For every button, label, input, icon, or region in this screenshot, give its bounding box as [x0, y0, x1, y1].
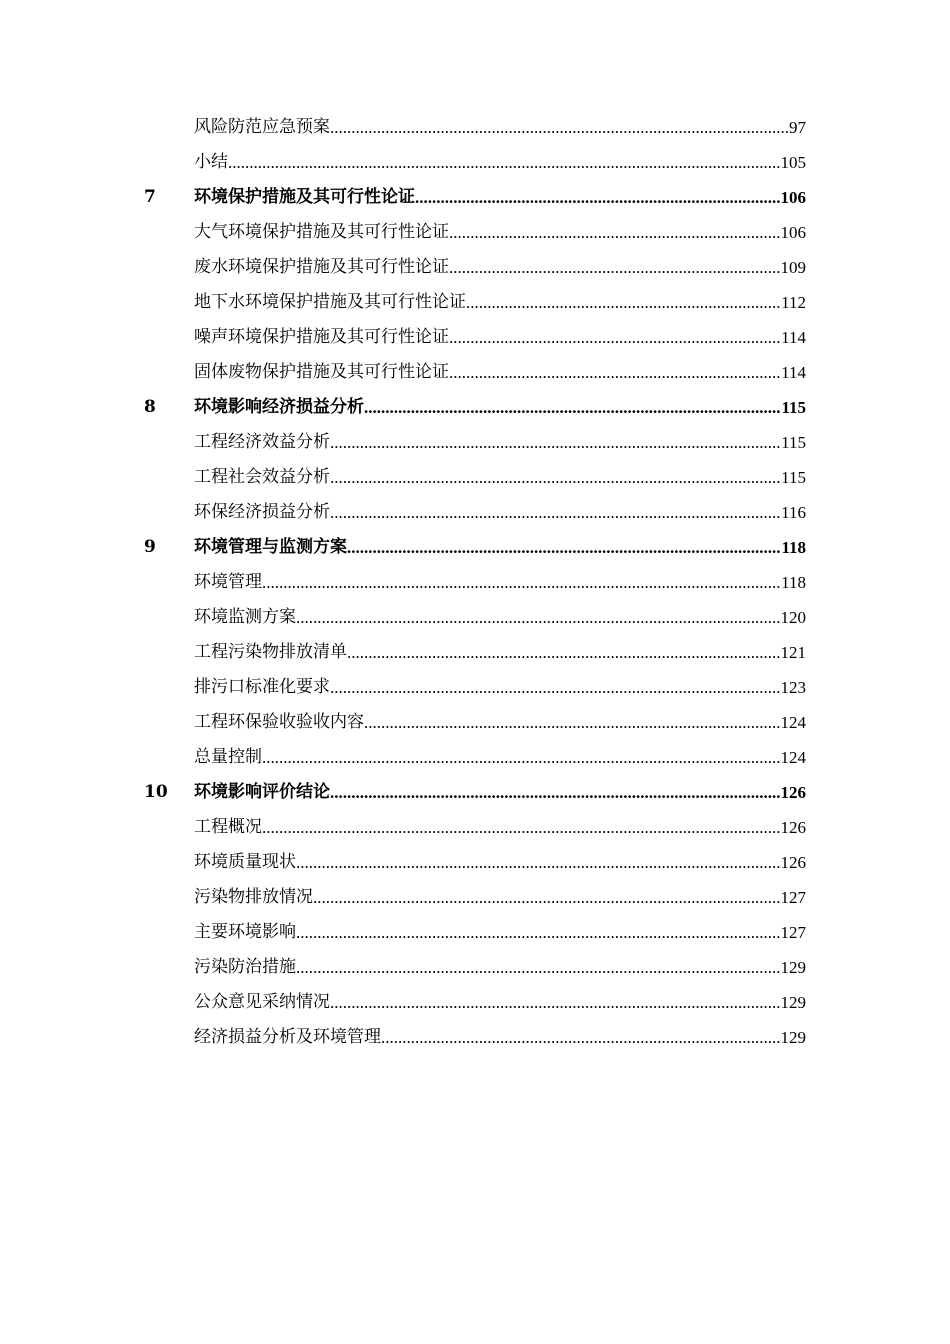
toc-entry-body [194, 705, 806, 740]
toc-entry-title: 环保经济损益分析 [194, 502, 330, 522]
toc-dot-leader [330, 425, 781, 460]
toc-entry-body [194, 845, 806, 880]
toc-dot-leader [449, 320, 781, 355]
toc-section-entry[interactable] [0, 670, 950, 705]
toc-entry-body [194, 950, 806, 985]
toc-dot-leader [330, 985, 781, 1020]
toc-page-number: 97 [789, 118, 806, 137]
toc-entry-body [194, 145, 806, 180]
toc-dot-leader [347, 635, 781, 670]
toc-section-entry[interactable] [0, 250, 950, 285]
toc-dot-leader [449, 250, 781, 285]
toc-page-number: 121 [780, 643, 806, 662]
toc-page-number: 126 [780, 853, 806, 872]
toc-entry-title: 公众意见采纳情况 [194, 992, 330, 1012]
toc-entry-title: 污染物排放情况 [194, 887, 313, 907]
toc-chapter-entry[interactable] [0, 390, 950, 425]
toc-section-entry[interactable] [0, 495, 950, 530]
toc-page-number: 127 [780, 923, 806, 942]
toc-section-entry[interactable] [0, 110, 950, 145]
toc-page-number: 116 [781, 503, 806, 522]
toc-entry-body [194, 110, 806, 145]
toc-entry-title: 固体废物保护措施及其可行性论证 [194, 362, 449, 382]
toc-section-entry[interactable] [0, 880, 950, 915]
toc-dot-leader [415, 180, 781, 215]
toc-chapter-number [144, 425, 189, 460]
toc-chapter-number [144, 495, 189, 530]
toc-entry-title: 环境影响经济损益分析 [194, 397, 364, 417]
toc-section-entry[interactable] [0, 355, 950, 390]
toc-page-number: 129 [780, 1028, 806, 1047]
toc-dot-leader [330, 670, 781, 705]
toc-section-entry[interactable] [0, 635, 950, 670]
toc-entry-title: 小结 [194, 152, 228, 172]
toc-section-entry[interactable] [0, 600, 950, 635]
table-of-contents [0, 110, 950, 1055]
toc-entry-title: 主要环境影响 [194, 922, 296, 942]
toc-section-entry[interactable] [0, 320, 950, 355]
toc-page-number: 129 [780, 993, 806, 1012]
toc-entry-body [194, 880, 806, 915]
toc-section-entry[interactable] [0, 740, 950, 775]
toc-entry-title: 经济损益分析及环境管理 [194, 1027, 381, 1047]
toc-dot-leader [330, 110, 789, 145]
toc-chapter-number: 8 [144, 397, 156, 417]
toc-entry-title: 风险防范应急预案 [194, 117, 330, 137]
toc-section-entry[interactable] [0, 845, 950, 880]
toc-page-number: 126 [780, 783, 806, 802]
toc-entry-body [194, 180, 806, 215]
toc-chapter-number [144, 740, 189, 775]
toc-entry-body [194, 355, 806, 390]
toc-entry-body [194, 495, 806, 530]
toc-entry-title: 工程社会效益分析 [194, 467, 330, 487]
toc-chapter-number [144, 705, 189, 740]
toc-page-number: 118 [781, 573, 806, 592]
toc-section-entry[interactable] [0, 145, 950, 180]
toc-chapter-number: 7 [144, 187, 156, 207]
toc-chapter-number [144, 250, 189, 285]
toc-entry-body [194, 635, 806, 670]
toc-entry-title: 环境管理 [194, 572, 262, 592]
toc-entry-title: 环境监测方案 [194, 607, 296, 627]
toc-section-entry[interactable] [0, 705, 950, 740]
toc-dot-leader [364, 705, 781, 740]
toc-chapter-number [144, 145, 189, 180]
toc-entry-title: 工程污染物排放清单 [194, 642, 347, 662]
toc-entry-title: 排污口标准化要求 [194, 677, 330, 697]
toc-dot-leader [449, 215, 781, 250]
toc-dot-leader [262, 565, 781, 600]
toc-page-number: 106 [780, 223, 806, 242]
toc-entry-title: 环境质量现状 [194, 852, 296, 872]
toc-chapter-number [144, 460, 189, 495]
toc-chapter-number: 10 [144, 782, 168, 802]
toc-chapter-entry[interactable] [0, 180, 950, 215]
toc-entry-title: 地下水环境保护措施及其可行性论证 [194, 292, 466, 312]
toc-entry-title: 工程概况 [194, 817, 262, 837]
toc-page-number: 115 [781, 433, 806, 452]
toc-entry-title: 环境管理与监测方案 [194, 537, 347, 557]
toc-page-number: 123 [780, 678, 806, 697]
toc-dot-leader [364, 390, 781, 425]
toc-page-number: 114 [781, 328, 806, 347]
toc-page-number: 118 [781, 538, 806, 557]
toc-dot-leader [296, 915, 781, 950]
toc-page-number: 129 [780, 958, 806, 977]
toc-entry-title: 噪声环境保护措施及其可行性论证 [194, 327, 449, 347]
toc-entry-body [194, 670, 806, 705]
toc-chapter-number [144, 985, 189, 1020]
toc-section-entry[interactable] [0, 985, 950, 1020]
toc-chapter-number [144, 110, 189, 145]
toc-page-number: 106 [780, 188, 806, 207]
toc-chapter-number [144, 635, 189, 670]
toc-dot-leader [262, 810, 781, 845]
toc-page-number: 112 [781, 293, 806, 312]
toc-entry-body [194, 320, 806, 355]
toc-entry-body [194, 985, 806, 1020]
toc-chapter-number [144, 845, 189, 880]
toc-dot-leader [262, 740, 781, 775]
toc-entry-body [194, 215, 806, 250]
toc-entry-body [194, 285, 806, 320]
toc-entry-body [194, 1020, 806, 1055]
toc-entry-title: 环境保护措施及其可行性论证 [194, 187, 415, 207]
toc-chapter-number [144, 355, 189, 390]
toc-entry-body [194, 915, 806, 950]
toc-entry-body [194, 530, 806, 565]
toc-dot-leader [330, 775, 781, 810]
toc-page-number: 105 [780, 153, 806, 172]
toc-chapter-entry[interactable] [0, 775, 950, 810]
toc-entry-title: 环境影响评价结论 [194, 782, 330, 802]
toc-page-number: 114 [781, 363, 806, 382]
toc-page-number: 124 [780, 748, 806, 767]
toc-section-entry[interactable] [0, 1020, 950, 1055]
toc-dot-leader [330, 495, 781, 530]
toc-entry-body [194, 775, 806, 810]
toc-chapter-number [144, 285, 189, 320]
toc-dot-leader [466, 285, 781, 320]
toc-entry-title: 污染防治措施 [194, 957, 296, 977]
toc-section-entry[interactable] [0, 285, 950, 320]
toc-entry-body [194, 390, 806, 425]
toc-page-number: 127 [780, 888, 806, 907]
toc-chapter-entry[interactable] [0, 530, 950, 565]
toc-chapter-number [144, 1020, 189, 1055]
toc-entry-body [194, 740, 806, 775]
toc-section-entry[interactable] [0, 950, 950, 985]
toc-entry-title: 工程环保验收验收内容 [194, 712, 364, 732]
toc-dot-leader [228, 145, 781, 180]
toc-entry-body [194, 460, 806, 495]
toc-chapter-number: 9 [144, 537, 156, 557]
toc-section-entry[interactable] [0, 460, 950, 495]
toc-chapter-number [144, 215, 189, 250]
toc-page-number: 120 [780, 608, 806, 627]
toc-entry-body [194, 425, 806, 460]
toc-entry-body [194, 810, 806, 845]
toc-chapter-number [144, 320, 189, 355]
toc-chapter-number [144, 810, 189, 845]
toc-dot-leader [313, 880, 781, 915]
toc-entry-title: 工程经济效益分析 [194, 432, 330, 452]
toc-dot-leader [330, 460, 781, 495]
toc-dot-leader [381, 1020, 781, 1055]
toc-section-entry[interactable] [0, 215, 950, 250]
toc-section-entry[interactable] [0, 915, 950, 950]
toc-dot-leader [449, 355, 781, 390]
toc-page-number: 115 [781, 468, 806, 487]
toc-chapter-number [144, 670, 189, 705]
toc-dot-leader [296, 845, 781, 880]
toc-chapter-number [144, 600, 189, 635]
toc-entry-title: 废水环境保护措施及其可行性论证 [194, 257, 449, 277]
toc-page-number: 109 [780, 258, 806, 277]
toc-entry-title: 大气环境保护措施及其可行性论证 [194, 222, 449, 242]
toc-chapter-number [144, 880, 189, 915]
toc-section-entry[interactable] [0, 425, 950, 460]
toc-chapter-number [144, 950, 189, 985]
toc-section-entry[interactable] [0, 565, 950, 600]
toc-page-number: 124 [780, 713, 806, 732]
toc-page-number: 126 [780, 818, 806, 837]
toc-chapter-number [144, 565, 189, 600]
toc-dot-leader [296, 600, 781, 635]
toc-section-entry[interactable] [0, 810, 950, 845]
toc-entry-body [194, 565, 806, 600]
toc-chapter-number [144, 915, 189, 950]
toc-dot-leader [347, 530, 781, 565]
toc-entry-body [194, 250, 806, 285]
toc-page-number: 115 [781, 398, 806, 417]
toc-dot-leader [296, 950, 781, 985]
toc-entry-body [194, 600, 806, 635]
toc-entry-title: 总量控制 [194, 747, 262, 767]
